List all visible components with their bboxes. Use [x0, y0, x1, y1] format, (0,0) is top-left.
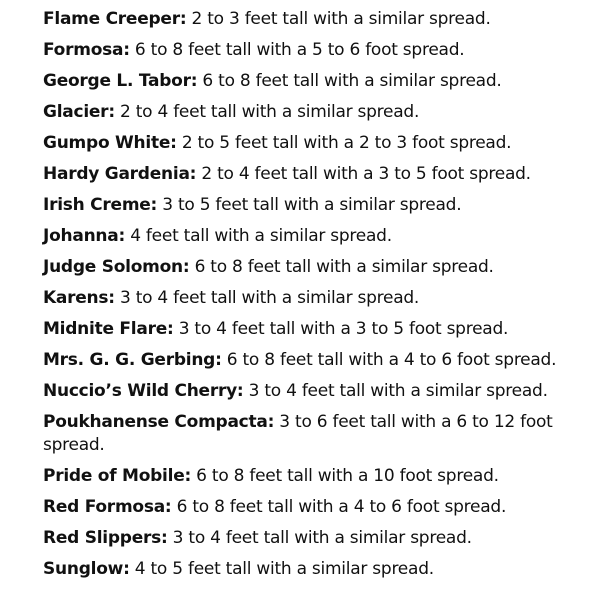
variety-description: 6 to 8 feet tall with a 5 to 6 foot spread. [129, 40, 465, 60]
variety-name: Nuccio’s Wild Cherry: [43, 381, 244, 401]
list-item [43, 225, 586, 248]
variety-description: 6 to 8 feet tall with a similar spread. [197, 71, 502, 91]
variety-name: Johanna: [43, 226, 126, 246]
variety-name: Gumpo White: [43, 133, 177, 153]
variety-description: 3 to 4 feet tall with a similar spread. [243, 381, 548, 401]
list-item [43, 132, 586, 155]
variety-name: Sunglow: [43, 559, 130, 579]
variety-description: 3 to 4 feet tall with a similar spread. [114, 288, 420, 308]
variety-description: 2 to 4 feet tall with a 3 to 5 foot spread. [196, 164, 531, 184]
variety-description: 4 feet tall with a similar spread. [125, 226, 392, 246]
list-item [43, 194, 586, 217]
variety-name: Formosa: [43, 40, 130, 60]
variety-description: 3 to 6 feet tall with a 6 to 12 foot spread. [43, 412, 553, 455]
variety-name: George L. Tabor: [43, 71, 198, 91]
list-item [43, 558, 586, 581]
list-item [43, 8, 586, 31]
variety-name: Flame Creeper: [43, 9, 187, 29]
variety-name: Irish Creme: [43, 195, 158, 215]
variety-name: Pride of Mobile: [43, 466, 192, 486]
variety-description: 6 to 8 feet tall with a similar spread. [189, 257, 494, 277]
variety-description: 6 to 8 feet tall with a 4 to 6 foot spread. [221, 350, 557, 370]
variety-name: Judge Solomon: [43, 257, 190, 277]
variety-description: 3 to 5 feet tall with a similar spread. [157, 195, 462, 215]
variety-name: Midnite Flare: [43, 319, 174, 339]
variety-description: 3 to 4 feet tall with a 3 to 5 foot spread. [173, 319, 509, 339]
variety-name: Mrs. G. G. Gerbing: [43, 350, 222, 370]
variety-description: 6 to 8 feet tall with a 4 to 6 foot spread. [171, 497, 507, 517]
variety-name: Poukhanense Compacta: [43, 412, 275, 432]
variety-description: 6 to 8 feet tall with a 10 foot spread. [191, 466, 499, 486]
list-item [43, 101, 586, 124]
list-item [43, 465, 586, 488]
variety-list [43, 8, 586, 581]
list-item [43, 70, 586, 93]
list-item [43, 411, 586, 457]
list-item [43, 39, 586, 62]
variety-name: Karens: [43, 288, 115, 308]
list-item [43, 256, 586, 279]
variety-name: Hardy Gardenia: [43, 164, 197, 184]
list-item [43, 349, 586, 372]
variety-description: 2 to 5 feet tall with a 2 to 3 foot spread. [176, 133, 512, 153]
list-item [43, 318, 586, 341]
variety-description: 2 to 3 feet tall with a similar spread. [186, 9, 491, 29]
list-item [43, 380, 586, 403]
variety-name: Red Formosa: [43, 497, 172, 517]
list-item [43, 496, 586, 519]
variety-name: Glacier: [43, 102, 115, 122]
variety-description: 2 to 4 feet tall with a similar spread. [114, 102, 420, 122]
list-item [43, 527, 586, 550]
list-item [43, 287, 586, 310]
list-item [43, 163, 586, 186]
variety-description: 4 to 5 feet tall with a similar spread. [129, 559, 434, 579]
variety-description: 3 to 4 feet tall with a similar spread. [167, 528, 472, 548]
variety-name: Red Slippers: [43, 528, 168, 548]
